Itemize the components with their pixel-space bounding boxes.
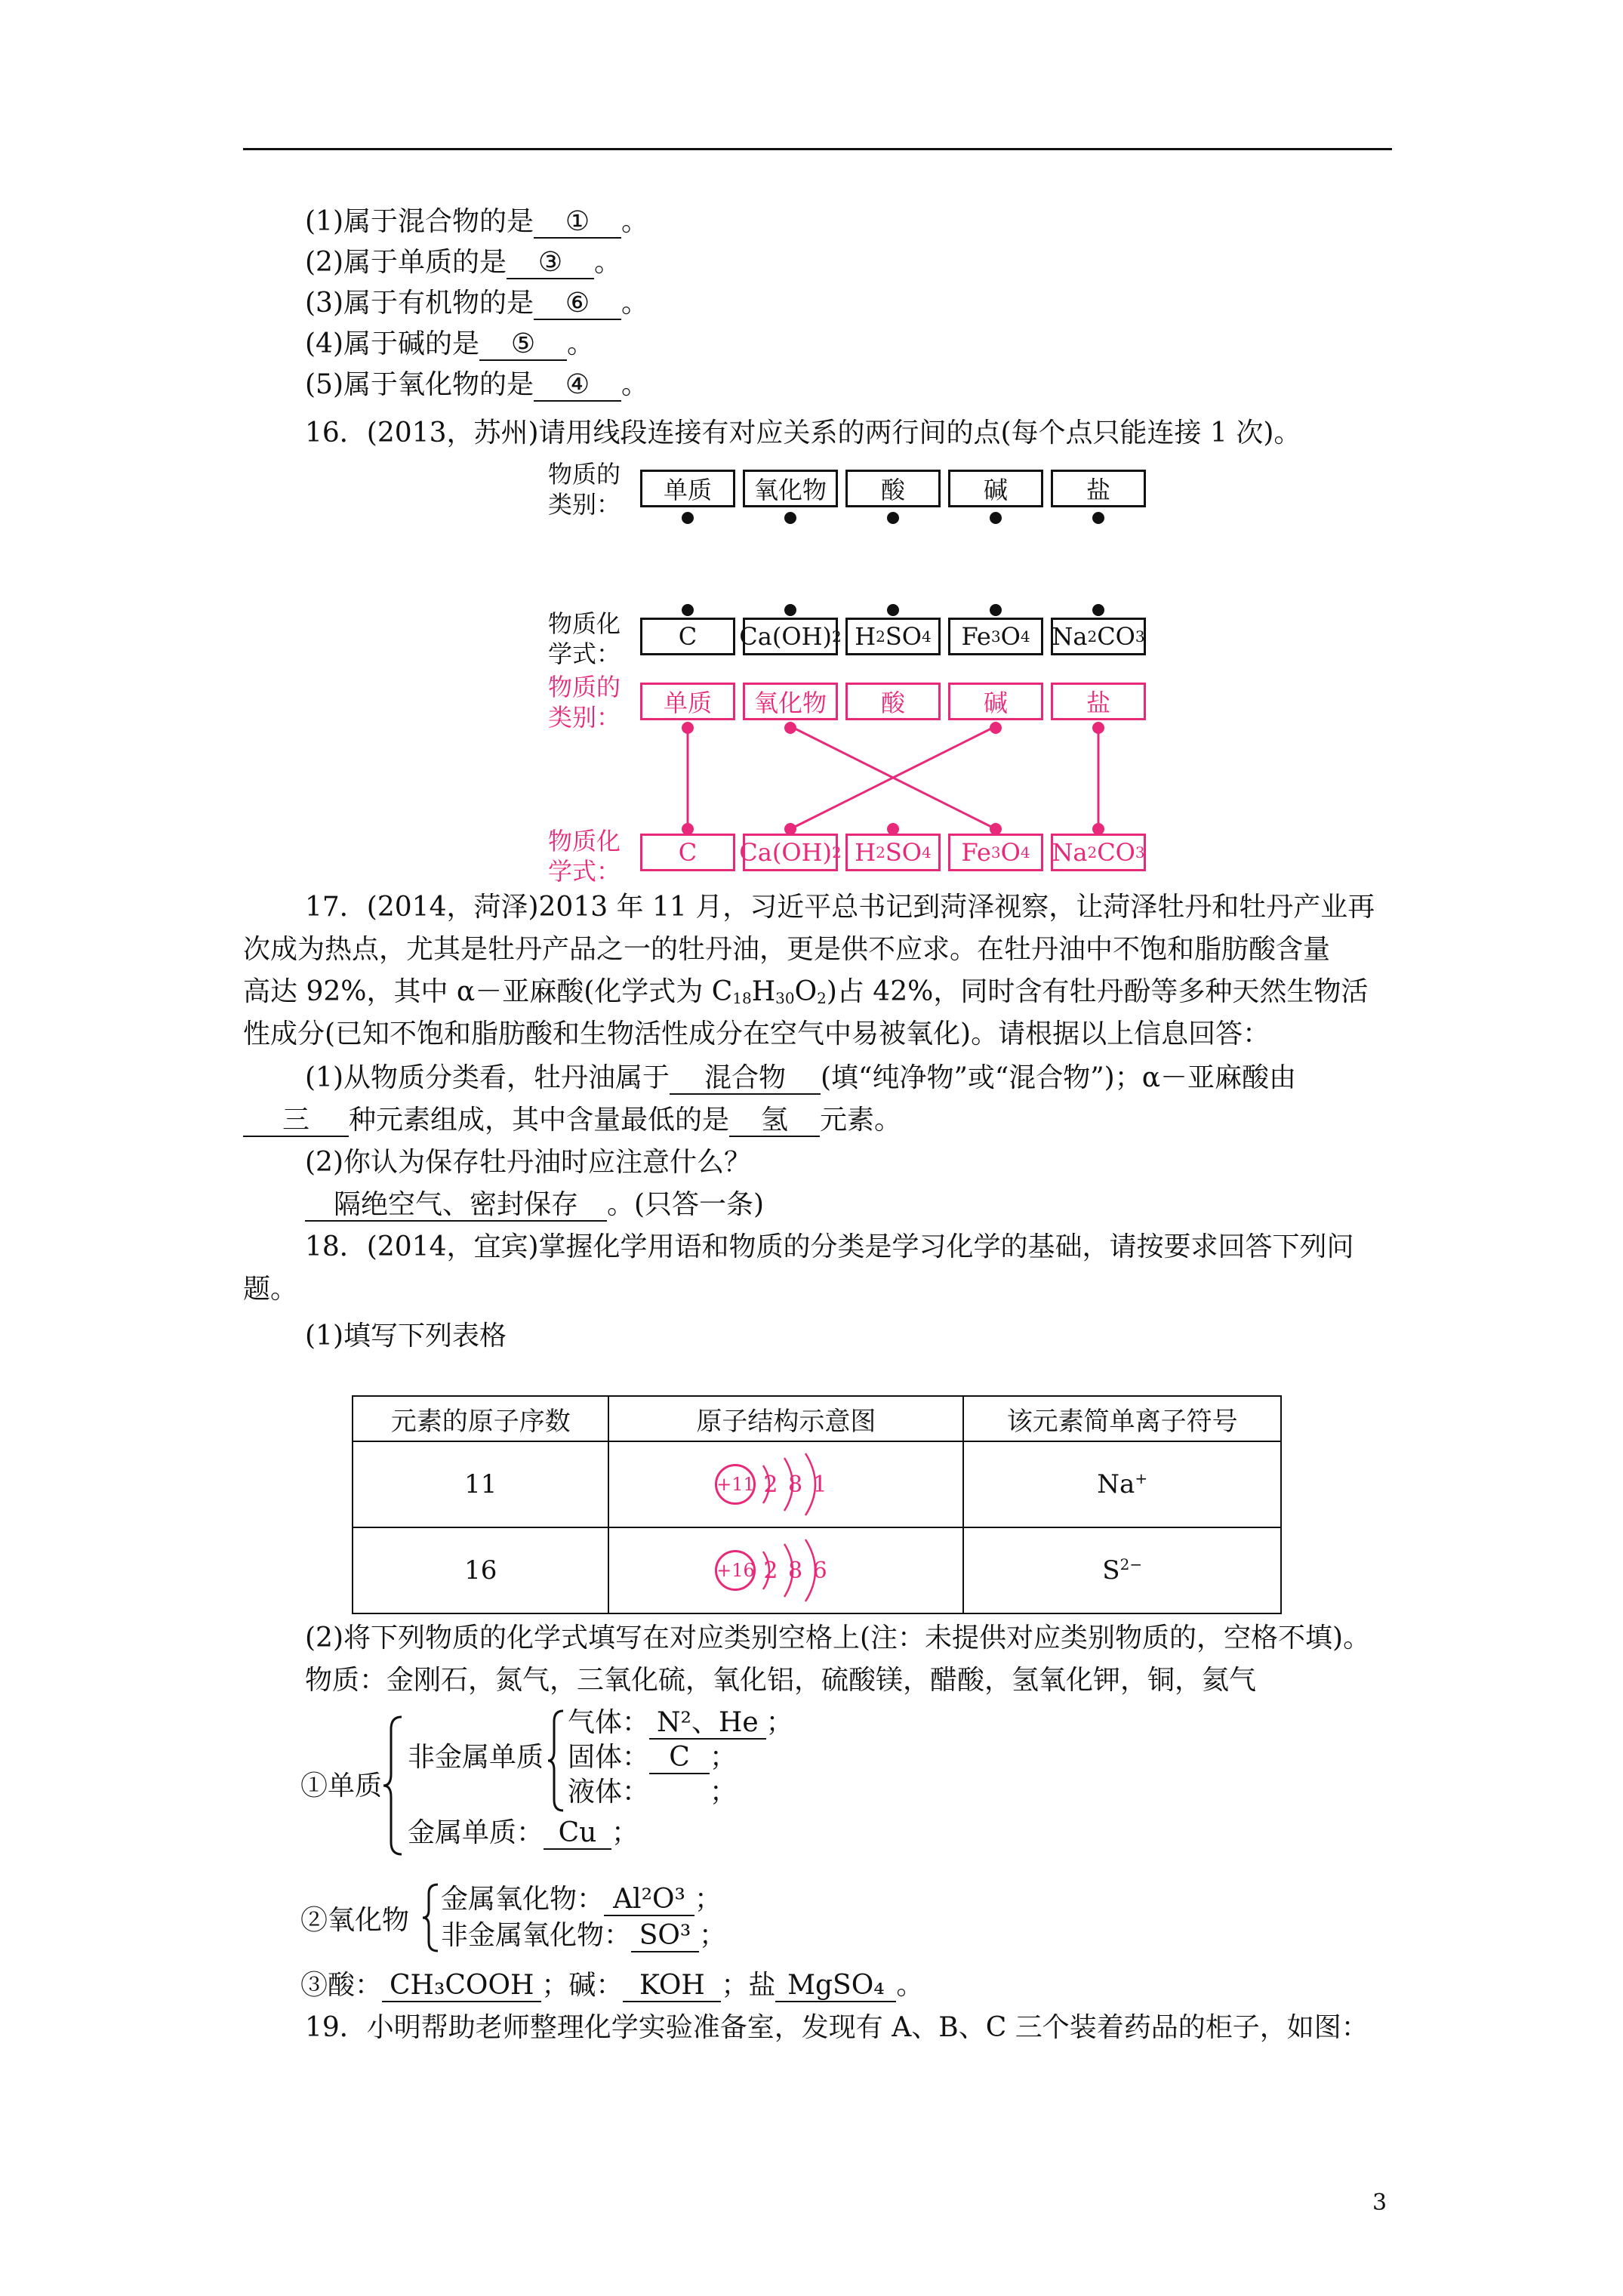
answer-category-box-base: 碱 (948, 683, 1043, 720)
class-liquid: 液体： ； (568, 1777, 738, 1808)
class-oxide-label: ②氧化物 (300, 1905, 410, 1936)
formula-box-na2co3: Na 2 CO 3 (1051, 618, 1146, 655)
formula-box-h2so4: H 2 SO 4 (845, 618, 941, 655)
table-header: 元素的原子序数 (353, 1396, 608, 1441)
table-row (353, 1441, 1281, 1527)
category-box-oxide: 氧化物 (743, 470, 838, 507)
atom-structure-diagram (608, 1527, 963, 1613)
atom-structure-diagram (608, 1441, 963, 1527)
answer-formula-box-fe3o4: Fe 3 O 4 (948, 834, 1043, 871)
answer-category-dot (784, 722, 796, 734)
q15-line-4: (4)属于碱的是 ⑤ 。 (305, 328, 595, 359)
table-header-row (353, 1396, 1281, 1441)
category-box-elemental: 单质 (640, 470, 735, 507)
answer-category-box-acid: 酸 (845, 683, 941, 720)
ion-symbol: $S^{2-}$ (963, 1527, 1281, 1613)
answer-category-box-elemental: 单质 (640, 683, 735, 720)
q17-stem-4: 性成分(已知不饱和脂肪酸和生物活性成分在空气中易被氧化)。请根据以上信息回答： (243, 1019, 1270, 1049)
answer-category-dot (682, 722, 694, 734)
q18-part1: (1)填写下列表格 (305, 1321, 507, 1351)
class-elemental-label: ①单质 (300, 1771, 383, 1801)
q17-part2-question: (2)你认为保存牡丹油时应注意什么？ (305, 1147, 751, 1178)
formula-label-top: 物质化 学式： (548, 609, 621, 668)
category-label-answer: 物质的 类别： (548, 673, 621, 732)
q15-line-5: (5)属于氧化物的是 ④ 。 (305, 369, 649, 400)
ion-symbol: Na+ (963, 1441, 1281, 1527)
brace-icon (382, 1714, 405, 1857)
q16-stem: 16．(2013，苏州)请用线段连接有对应关系的两行间的点(每个点只能连接 1 次)。 (305, 418, 1301, 448)
answer-category-box-oxide: 氧化物 (743, 683, 838, 720)
formula-label-answer: 物质化 学式： (548, 827, 621, 886)
formula-box-c: C (640, 618, 735, 655)
brace-icon (421, 1881, 441, 1954)
brace-icon (547, 1708, 566, 1814)
category-box-acid: 酸 (845, 470, 941, 507)
q15-line-2: (2)属于单质的是 ③ 。 (305, 247, 622, 278)
answer-formula-box-na2co3: Na 2 CO 3 (1051, 834, 1146, 871)
class-nonmetal-oxide: 非金属氧化物： SO³ ； (441, 1920, 727, 1951)
q18-part2: (2)将下列物质的化学式填写在对应类别空格上(注：未提供对应类别物质的，空格不填)。 (305, 1623, 1371, 1653)
formula-box-fe3o4: Fe 3 O 4 (948, 618, 1043, 655)
q18-stem-2: 题。 (243, 1274, 298, 1305)
q17-part2-answer: 隔绝空气、密封保存 。(只答一条) (305, 1187, 764, 1223)
answer-formula-box-c: C (640, 834, 735, 871)
class-solid: 固体： C ； (568, 1742, 738, 1773)
electron-counts: 2 8 6 (763, 1558, 829, 1584)
answer-formula-box-h2so4: H 2 SO 4 (845, 834, 941, 871)
q15-line-1: (1)属于混合物的是 ① 。 (305, 206, 649, 237)
q17-stem-3: 高达 92%，其中 α－亚麻酸(化学式为 $C_{18}H_{30}O_2$)占 42%，同时含有牡丹酚等多种天然生物活 (243, 976, 1369, 1007)
atomic-number: 16 (353, 1527, 608, 1613)
table-row (353, 1527, 1281, 1613)
answer-category-dot (990, 722, 1002, 734)
class-gas: 气体： N²、He ； (568, 1707, 793, 1738)
class-metal-oxide: 金属氧化物： Al²O³ ； (441, 1884, 722, 1915)
formula-box-caoh2: Ca(OH) 2 (743, 618, 838, 655)
class-metal: 金属单质： Cu ； (408, 1817, 639, 1848)
nucleus-circle: +11 (715, 1464, 756, 1505)
q18-substances: 物质：金刚石，氮气，三氧化硫，氧化铝，硫酸镁，醋酸，氢氧化钾，铜，氦气 (305, 1665, 1257, 1696)
category-label-top: 物质的 类别： (548, 460, 621, 519)
q17-part1-cont: 三 种元素组成，其中含量最低的是 氢 元素。 (243, 1102, 901, 1139)
q19-stem: 19．小明帮助老师整理化学实验准备室，发现有 A、B、C 三个装着药品的柜子，如图： (305, 2012, 1369, 2043)
element-table (352, 1395, 1282, 1614)
atomic-number: 11 (353, 1441, 608, 1527)
answer-formula-box-caoh2: Ca(OH) 2 (743, 834, 838, 871)
category-box-base: 碱 (948, 470, 1043, 507)
nucleus-circle: +16 (715, 1550, 756, 1591)
q18-stem-1: 18．(2014，宜宾)掌握化学用语和物质的分类是学习化学的基础，请按要求回答下列问 (305, 1231, 1354, 1262)
electron-counts: 2 8 1 (763, 1472, 829, 1498)
answer-category-dot (1092, 722, 1104, 734)
answer-category-box-salt: 盐 (1051, 683, 1146, 720)
class-nonmetal-label: 非金属单质 (408, 1742, 544, 1773)
q17-stem-1: 17．(2014，菏泽)2013 年 11 月，习近平总书记到菏泽视察，让菏泽牡丹和牡丹产业再 (305, 892, 1375, 923)
table-header: 原子结构示意图 (608, 1396, 963, 1441)
answer-link-lines (0, 0, 1623, 906)
category-box-salt: 盐 (1051, 470, 1146, 507)
q17-part1: (1)从物质分类看，牡丹油属于 混合物 (填“纯净物”或“混合物”)；α－亚麻酸由 (305, 1062, 1297, 1093)
page-number: 3 (1372, 2190, 1387, 2216)
table-header: 该元素简单离子符号 (963, 1396, 1281, 1441)
class-acid-base-salt: ③酸： CH₃COOH ；碱： KOH ；盐 MgSO₄ 。 (300, 1970, 924, 2001)
q17-stem-2: 次成为热点，尤其是牡丹产品之一的牡丹油，更是供不应求。在牡丹油中不饱和脂肪酸含量 (243, 934, 1331, 965)
q15-line-3: (3)属于有机物的是 ⑥ 。 (305, 288, 649, 319)
